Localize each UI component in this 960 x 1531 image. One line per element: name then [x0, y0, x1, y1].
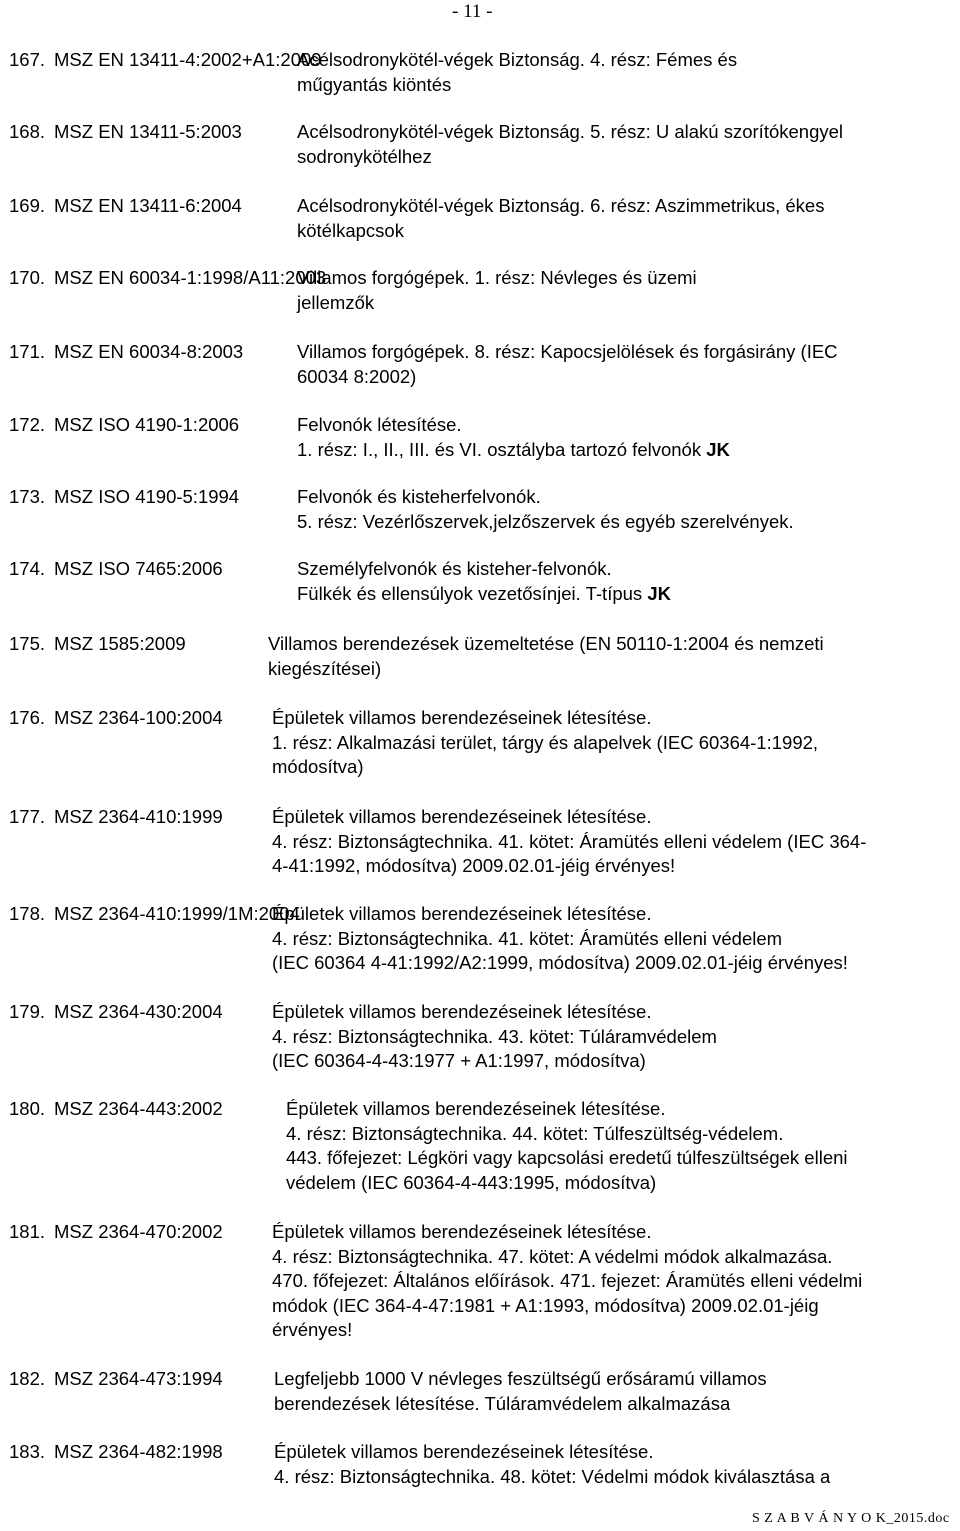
entry-number: 174.: [9, 558, 46, 579]
standard-title-line: 60034 8:2002): [297, 365, 417, 387]
entry-number: 178.: [9, 903, 46, 924]
standard-code: MSZ EN 60034-8:2003: [54, 341, 244, 362]
standard-title-line: Épületek villamos berendezéseinek létesítése.: [272, 903, 652, 924]
standard-title-line: Villamos forgógépek. 1. rész: Névleges és üzemi: [297, 267, 697, 288]
jk-mark: JK: [706, 438, 730, 460]
standard-title-line: Villamos forgógépek. 8. rész: Kapocsjelölések és forgásirány (IEC: [297, 341, 838, 362]
entry-number: 179.: [9, 1001, 46, 1022]
standard-code: MSZ EN 13411-4:2002+A1:2009: [54, 49, 322, 70]
entry-number: 175.: [9, 633, 46, 654]
standard-title-line: 1. rész: Alkalmazási terület, tárgy és alapelvek (IEC 60364-1:1992,: [272, 731, 819, 753]
entry-number: 169.: [9, 195, 46, 216]
standard-code: MSZ 2364-482:1998: [54, 1441, 223, 1462]
entry-number: 172.: [9, 414, 46, 435]
standard-code: MSZ 2364-410:1999: [54, 806, 223, 827]
standard-title-line: Acélsodronykötél-végek Biztonság. 6. rész: Aszimmetrikus, ékes: [297, 195, 825, 216]
standard-title-line: (IEC 60364-4-43:1977 + A1:1997, módosítva): [272, 1050, 646, 1072]
standard-title-line: Személyfelvonók és kisteher-felvonók.: [297, 558, 612, 579]
jk-mark: JK: [647, 582, 671, 604]
entry-number: 180.: [9, 1098, 46, 1119]
standard-title-line: kiegészítései): [268, 657, 382, 679]
entry-number: 168.: [9, 121, 46, 142]
standard-title-line: Felvonók és kisteherfelvonók.: [297, 486, 541, 507]
standard-code: MSZ 2364-430:2004: [54, 1001, 223, 1022]
standard-code: MSZ ISO 4190-5:1994: [54, 486, 240, 507]
standard-code: MSZ 2364-100:2004: [54, 707, 223, 728]
standard-title-line: Acélsodronykötél-végek Biztonság. 4. rész: Fémes és: [297, 49, 738, 70]
entry-number: 167.: [9, 49, 46, 70]
page-number: - 11 -: [452, 1, 493, 22]
standard-title-line: berendezések létesítése. Túláramvédelem alkalmazása: [274, 1392, 731, 1414]
standard-title-line: védelem (IEC 60364-4-443:1995, módosítva): [286, 1171, 657, 1193]
standard-title-line: módosítva): [272, 756, 364, 778]
standard-code: MSZ 1585:2009: [54, 633, 186, 654]
standard-title-line: 4. rész: Biztonságtechnika. 48. kötet: Védelmi módok kiválasztása a: [274, 1465, 831, 1487]
entry-number: 173.: [9, 486, 46, 507]
standard-title-line: Felvonók létesítése.: [297, 414, 462, 435]
standard-title-line: Acélsodronykötél-végek Biztonság. 5. rész: U alakú szorítókengyel: [297, 121, 844, 142]
standard-title-line: 4. rész: Biztonságtechnika. 41. kötet: Áramütés elleni védelem (IEC 364-: [272, 830, 867, 852]
standard-title-line: 470. főfejezet: Általános előírások. 471. fejezet: Áramütés elleni védelmi: [272, 1270, 863, 1292]
standard-title-line: 4. rész: Biztonságtechnika. 44. kötet: Túlfeszültség-védelem.: [286, 1122, 784, 1144]
entry-number: 183.: [9, 1441, 46, 1462]
standard-title-line: jellemzők: [297, 291, 375, 313]
standard-title-line: sodronykötélhez: [297, 145, 432, 167]
entry-number: 182.: [9, 1368, 46, 1389]
entry-number: 171.: [9, 341, 46, 362]
entry-number: 181.: [9, 1221, 46, 1242]
standard-title-line: módok (IEC 364-4-47:1981 + A1:1993, módosítva) 2009.02.01-jéig: [272, 1294, 819, 1316]
standard-title-line: (IEC 60364 4-41:1992/A2:1999, módosítva) 2009.02.01-jéig érvényes!: [272, 952, 848, 974]
standard-title-line: érvényes!: [272, 1319, 353, 1341]
standard-code: MSZ ISO 4190-1:2006: [54, 414, 240, 435]
standard-title-line: 1. rész: I., II., III. és VI. osztályba tartozó felvonók JK: [297, 438, 730, 460]
standard-code: MSZ EN 60034-1:1998/A11:2003: [54, 267, 327, 288]
standard-title-line: műgyantás kiöntés: [297, 73, 452, 95]
standard-title-line: Épületek villamos berendezéseinek létesítése.: [272, 707, 652, 728]
standard-title-line: 4-41:1992, módosítva) 2009.02.01-jéig érvényes!: [272, 855, 676, 877]
standard-title-line: Épületek villamos berendezéseinek létesítése.: [274, 1441, 654, 1462]
standard-code: MSZ 2364-410:1999/1M:2004: [54, 903, 300, 924]
standard-code: MSZ EN 13411-6:2004: [54, 195, 242, 216]
standard-title-line: Épületek villamos berendezéseinek létesítése.: [272, 1001, 652, 1022]
footer-filename: S Z A B V Á N Y O K_2015.doc: [752, 1511, 950, 1526]
standard-title-line: 4. rész: Biztonságtechnika. 41. kötet: Áramütés elleni védelem: [272, 927, 783, 949]
entry-number: 170.: [9, 267, 46, 288]
standard-title-line: Épületek villamos berendezéseinek létesítése.: [272, 806, 652, 827]
standard-title-line: 4. rész: Biztonságtechnika. 43. kötet: Túláramvédelem: [272, 1025, 717, 1047]
standard-title-line: Épületek villamos berendezéseinek létesítése.: [272, 1221, 652, 1242]
standard-code: MSZ 2364-473:1994: [54, 1368, 223, 1389]
standard-title-line: Fülkék és ellensúlyok vezetősínjei. T-típus JK: [297, 582, 671, 604]
standard-title-line: 4. rész: Biztonságtechnika. 47. kötet: A védelmi módok alkalmazása.: [272, 1245, 833, 1267]
standard-code: MSZ 2364-443:2002: [54, 1098, 223, 1119]
standard-title-line: 5. rész: Vezérlőszervek,jelzőszervek és egyéb szerelvények.: [297, 510, 794, 532]
entry-number: 177.: [9, 806, 46, 827]
standard-title-line: Villamos berendezések üzemeltetése (EN 50110-1:2004 és nemzeti: [268, 633, 824, 654]
entry-number: 176.: [9, 707, 46, 728]
standard-title-line: Legfeljebb 1000 V névleges feszültségű erősáramú villamos: [274, 1368, 767, 1389]
standard-code: MSZ EN 13411-5:2003: [54, 121, 242, 142]
standard-code: MSZ 2364-470:2002: [54, 1221, 223, 1242]
standard-title-line: kötélkapcsok: [297, 219, 404, 241]
standard-code: MSZ ISO 7465:2006: [54, 558, 223, 579]
standard-title-line: Épületek villamos berendezéseinek létesítése.: [286, 1098, 666, 1119]
standard-title-line: 443. főfejezet: Légköri vagy kapcsolási eredetű túlfeszültségek elleni: [286, 1147, 848, 1169]
